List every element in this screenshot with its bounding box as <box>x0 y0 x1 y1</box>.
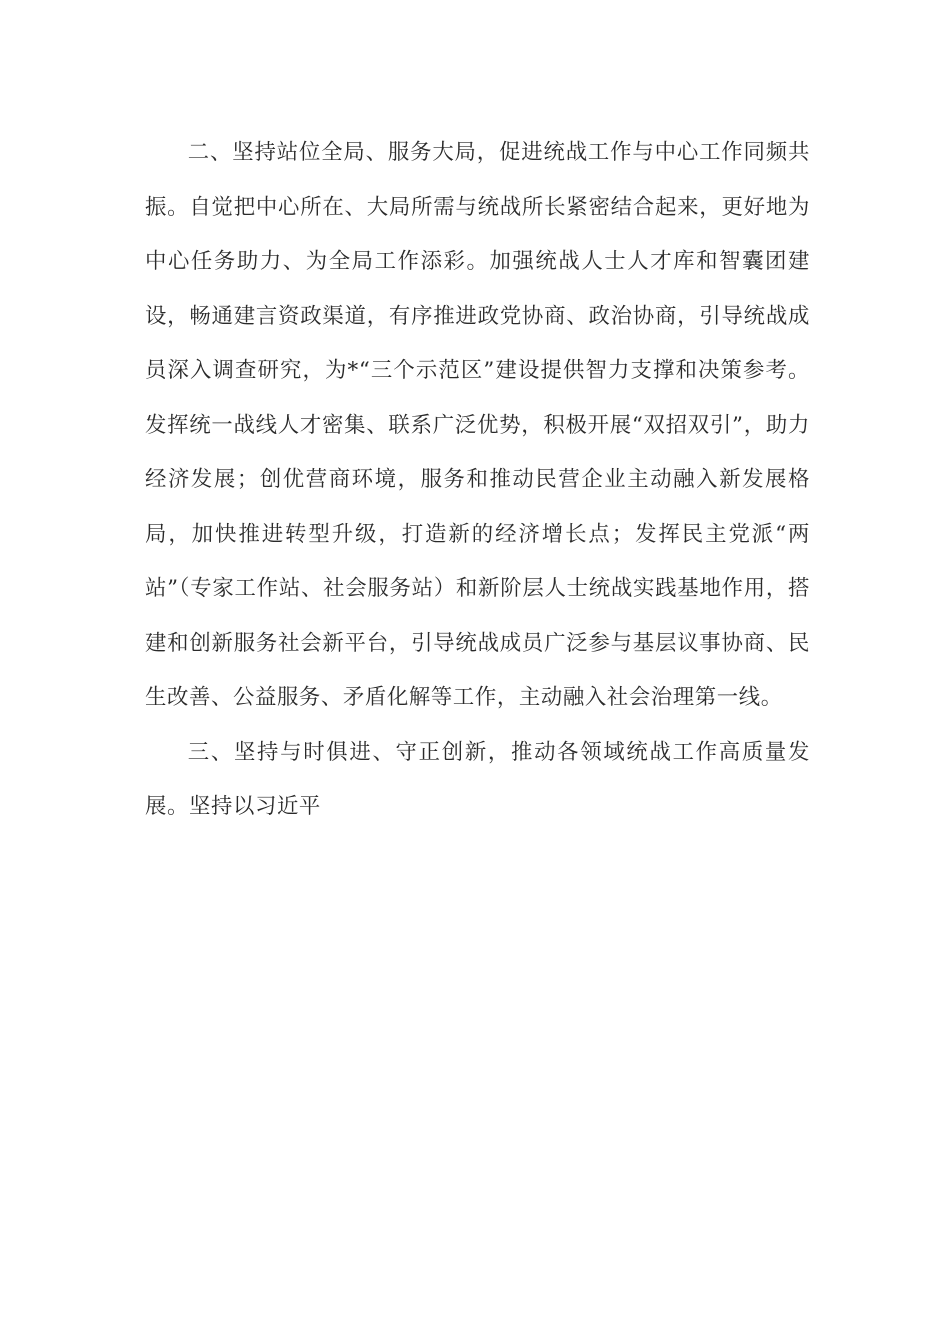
document-body <box>145 126 810 835</box>
paragraph-3: 三、坚持与时俱进、守正创新，推动各领域统战工作高质量发展。坚持以习近平 <box>145 739 810 819</box>
paragraph-2: 二、坚持站位全局、服务大局，促进统战工作与中心工作同频共振。自觉把中心所在、大局所需与统战所长紧密结合起来，更好地为中心任务助力、为全局工作添彩。加强统战人士人才库和智囊团建设，畅通建言资政渠道，有序推进政党协商、政治协商，引导统战成员深入调查研究，为*“三个示范区”建设提供智力支撑和决策参考。发挥统一战线人才密集、联系广泛优势，积极开展“双招双引”，助力经济发展；创优营商环境，服务和推动民营企业主动融入新发展格局，加快推进转型升级，打造新的经济增长点；发挥民主党派“两站”（专家工作站、社会服务站）和新阶层人士统战实践基地作用，搭建和创新服务社会新平台，引导统战成员广泛参与基层议事协商、民生改善、公益服务、矛盾化解等工作，主动融入社会治理第一线。 <box>145 140 810 710</box>
